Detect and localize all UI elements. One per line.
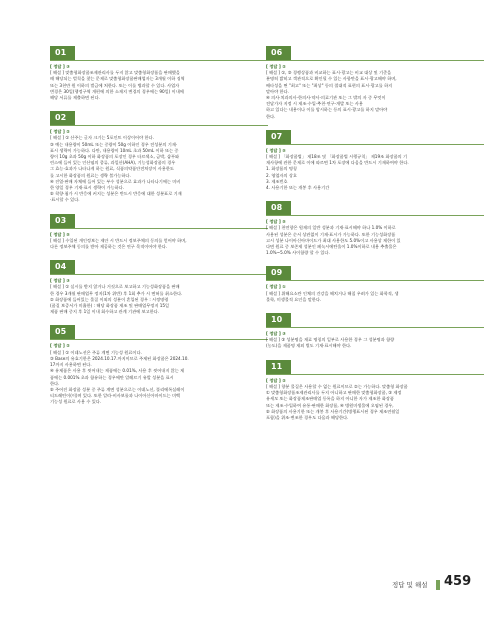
explanation-line: 한 경우 3개월 판매업무 정지(1차 위반) 후 1회 추가 시 면허를 취소한다.	[50, 290, 183, 296]
question-divider	[50, 339, 268, 340]
explanation-line: 그 효능·효과가 나타나게 하는 원료, 식품의약품안전처장이 사용한도	[50, 166, 174, 172]
explanation-line: 를 고시한 화장품의 원료는 생략 불가능하다.	[50, 172, 131, 178]
explanation-line: 하고 있다는 내용이나 이를 암시하는 등의 표시·광고를 하지 말아야	[266, 107, 388, 113]
question-divider	[266, 327, 484, 328]
explanation-line: [ 해설 ] ① 산주는 글자 크기는 5포인트 이상이어야 한다.	[50, 135, 154, 141]
question-block	[50, 40, 268, 101]
question-divider	[50, 60, 268, 61]
explanation-line: 해당 서류를 제출하면 된다.	[50, 95, 100, 101]
question-number: 02	[50, 111, 75, 125]
answer-line: [ 정답 ] ⑤	[50, 231, 70, 237]
explanation-line: 사용된 성분은 순서 상관없이 기재·표시가 가능하다. 또한 기능성화장품	[266, 231, 396, 237]
explanation-line: 또는 제조·수입하여 유통·판매한 화장품, ④ 병원미생물에 오염된 경우,	[266, 402, 394, 408]
right-column	[266, 40, 484, 425]
explanation-line: ③ Base의 유효기한은 2024.10.17.까지이므로 주제된 화장품은 2024.10.	[50, 355, 189, 361]
question-block	[266, 260, 484, 303]
question-block	[50, 208, 268, 251]
explanation-line: 량이 10g 초과 50g 이하 화장품의 포장인 경우 타르색소, 금박, 샴푸와	[50, 154, 180, 160]
question-divider	[266, 144, 484, 145]
explanation-line: 표시 생략이 가능하다. 다만, 내용량이 10mL 초과 50mL 이하 또는 중	[50, 147, 179, 153]
question-block	[266, 354, 484, 421]
explanation-line: 또는 3천만 원 이하의 벌금에 처한다. 또는 이를 병과할 수 있다. 사업자	[50, 82, 180, 88]
explanation-line: 유세모 또는 화장품제조판매업 등록을 하지 아니한 자가 제조한 화장품	[266, 396, 394, 402]
question-divider	[50, 125, 268, 126]
explanation-line: 3. 제조번호	[266, 178, 288, 184]
explanation-line: 17까지 사용하면 된다.	[50, 362, 92, 368]
question-number: 01	[50, 46, 75, 60]
explanation-line: [ 해설 ] ①, ③ 경쟁상품과 비교하는 표시·광고는 비교 대상 및 기준을	[266, 70, 392, 76]
explanation-line: 분명히 밝히고 객관적으로 확인될 수 있는 사항만을 표시·광고해야 하며,	[266, 76, 397, 82]
explanation-line: ④ 유제품은 사용 후 씻어내는 제품에는 0.01%, 사용 후 씻어내지 않는 제	[50, 368, 185, 374]
answer-line: [ 정답 ] ②	[50, 129, 70, 135]
question-block	[50, 319, 268, 405]
answer-line: [ 정답 ] ①	[266, 284, 286, 290]
question-block	[50, 254, 268, 315]
explanation-line: 품에는 0.001% 초과 함유하는 경우에만 알레르기 유발 성분을 표시	[50, 374, 174, 380]
answer-line: [ 정답 ] ②	[266, 377, 286, 383]
explanation-line: 다른 정보주체 동의를 받아 제공하는 것은 연구 목적이어야 한다.	[50, 244, 168, 250]
question-number: 06	[266, 46, 291, 60]
answer-line: [ 정답 ] ⑤	[266, 219, 286, 225]
question-divider	[50, 274, 268, 275]
question-block	[266, 195, 484, 256]
explanation-line: 배타성을 띤 "최고" 또는 "최상" 등의 절대적 표현의 표시·광고를 하지	[266, 82, 393, 88]
explanation-line: ⑤ 착향·첨가 시 반응에 커지는 성분은 반드시 반응에 대한 성분표로 기재	[50, 191, 182, 197]
explanation-line: ① 맞춤형화장품조제관리사를 두지 아니하고 판매한 맞춤형화장품, ③ 제정	[266, 390, 402, 396]
question-divider	[266, 215, 484, 216]
explanation-line: 한다.	[50, 380, 60, 386]
explanation-line: [ 해설 ] ① 실시를 받지 않거나 거짓으로 보고하고 기능성화장품을 판매	[50, 284, 180, 290]
answer-line: [ 정답 ] ③	[50, 64, 70, 69]
explanation-line: 4. 사용기한 또는 개봉 후 사용기간	[266, 185, 330, 191]
question-divider	[266, 280, 484, 281]
question-number: 09	[266, 266, 291, 280]
question-number: 04	[50, 260, 75, 274]
explanation-line: 포함)을 위조·변조한 경우도 다음과 해당한다.	[266, 414, 349, 420]
explanation-line: [ 해설 ] ③ 성분명을 재료 명칭의 일부로 사용한 경우 그 성분명과 함량	[266, 337, 395, 343]
question-block	[266, 40, 484, 120]
explanation-line: ③ 예는 내용량이 50mL 또는 중량이 50g 이하인 경우 전성분의 기재·	[50, 141, 178, 147]
footer-divider	[436, 580, 440, 590]
explanation-line: 다면 원료 중 보존제 성분인 페녹시에탄올이 1.0%이하로 내용 추출물은	[266, 244, 397, 250]
explanation-line: 기능성 원료로 사용 수 있다.	[50, 399, 102, 405]
question-block	[50, 105, 268, 203]
question-number: 07	[266, 130, 291, 144]
explanation-line: ⑤ 주어진 화장품 성분 중 주류 계면 성분으로는 이녜노선, 폴리에톡실레이	[50, 386, 185, 392]
explanation-line: 제품 판매 중지 후 1일 이내 회수하고 관계 기관에 보고한다.	[50, 309, 160, 315]
question-number: 11	[266, 360, 291, 374]
page-number: 459	[444, 574, 472, 589]
answer-line: [ 정답 ] ③	[266, 331, 286, 337]
answer-line: [ 정답 ] ②	[50, 343, 70, 349]
explanation-line: 재사항에 관한 문제로 이에 따르면 1차 포장에 다음을 반드시 기재하여야 한다.	[266, 160, 409, 166]
left-column	[50, 40, 268, 410]
explanation-line: 한 양일 경우 기재·표시 생략이 가능하다.	[50, 185, 125, 191]
question-number: 10	[266, 313, 291, 327]
explanation-line: 말아야 한다.	[266, 88, 289, 94]
explanation-line: 고시 성분 나이아신아마이드가 최대 사용한도 5.0%이고 사용상 제한이 있	[266, 237, 401, 243]
question-number: 08	[266, 201, 291, 215]
explanation-line: 티드레틴이(이)며 있다. 또한 알라-비사보롤과 나이아신아마이드는 미백	[50, 393, 181, 399]
explanation-line: 한다.	[266, 113, 276, 119]
explanation-line: ④ 의사·치과의사·한의사·약사·의료기관 또는 그 밖의 자 중 무엇이	[266, 95, 386, 101]
explanation-line: ⑤ 화장품의 사용기한 또는 개봉 후 사용기간(병행표시된 경우 제조연월일	[266, 408, 400, 414]
explanation-line: [ 해설 ] 향분 물질은 사용할 수 없는 원료이므로 ②는 가능하다. 맞춤형 화장품	[266, 383, 408, 389]
explanation-line: [ 해설 ] ① 이녜노선은 주류 계면 기능성 원료이다.	[50, 349, 142, 355]
answer-line: [ 정답 ] ③	[50, 278, 70, 284]
explanation-line: [ 해설 ] 맞춤형화장품조제관리사를 두지 않고 맞춤형화장품을 판매했을	[50, 70, 180, 76]
explanation-line: [ 해설 ] 천연향은 원재의 일반 성분과 기재·표시해야 하나 1.0% 이하로	[266, 225, 396, 231]
explanation-line: ·표시할 수 있다.	[50, 197, 80, 203]
question-block	[266, 124, 484, 191]
question-divider	[266, 60, 484, 61]
question-divider	[50, 228, 268, 229]
explanation-line: (품질 보증서가 미흡한) : 해당 화장품 제조 및 판매업무정지 15일	[50, 303, 170, 309]
answer-line: [ 정답 ] ⑤	[266, 147, 286, 153]
explanation-line: 물학, 미생물적 요인을 말한다.	[266, 296, 322, 302]
explanation-line: (농도)을 제품명 제외 별도 기재·표시해야 한다.	[266, 343, 352, 349]
explanation-line: 전달가자 지정 시 제조·수입·추천·연구·개발 또는 사용	[266, 101, 363, 107]
answer-line: [ 정답 ] ②	[266, 64, 286, 69]
explanation-line: 변경은 30일(행정구역 개편에 의한 소재지 변경의 경우에는 90일) 이내에	[50, 88, 184, 94]
explanation-line: 1.0%~5.0% 사이함량 할 수 있다.	[266, 250, 330, 256]
explanation-line: 린스에 들어 있는 인산염의 종류, 과일산(AHA), 기능성화장품의 경우	[50, 160, 176, 166]
question-block	[266, 307, 484, 350]
explanation-line: [ 해설 ] 「화장품법」 제18조 및 「화장품법 시행규칙」 제19조 화장품의 기	[266, 154, 408, 160]
explanation-line: [ 해설 ] 수입된 개인정보는 제안 시 반드시 정보주체의 동의를 얻어야 하며,	[50, 237, 187, 243]
explanation-line: 때 해당되는 벌칙을 찾는 문제로 맞춤형화장품판매업자는 3개월 이하 징역	[50, 76, 185, 82]
question-number: 03	[50, 214, 75, 228]
explanation-line: ④ 진열·판매 자체에 들어 있는 부수 성분으로 효과가 나타나기에는 미비	[50, 178, 181, 184]
explanation-line: 1. 화장품의 명칭	[266, 166, 297, 172]
explanation-line: [ 해설 ] 위해요소란 인체의 건강을 해치거나 해칠 우려가 있는 화학적, 생	[266, 290, 399, 296]
footer-label: 정답 및 해설	[392, 581, 428, 589]
explanation-line: ② 화장품에 들어있는 물질 이외의 성분이 혼입된 경우 : 시정명령	[50, 296, 169, 302]
question-divider	[266, 374, 484, 375]
question-number: 05	[50, 325, 75, 339]
explanation-line: 2. 영업자의 상호	[266, 172, 297, 178]
